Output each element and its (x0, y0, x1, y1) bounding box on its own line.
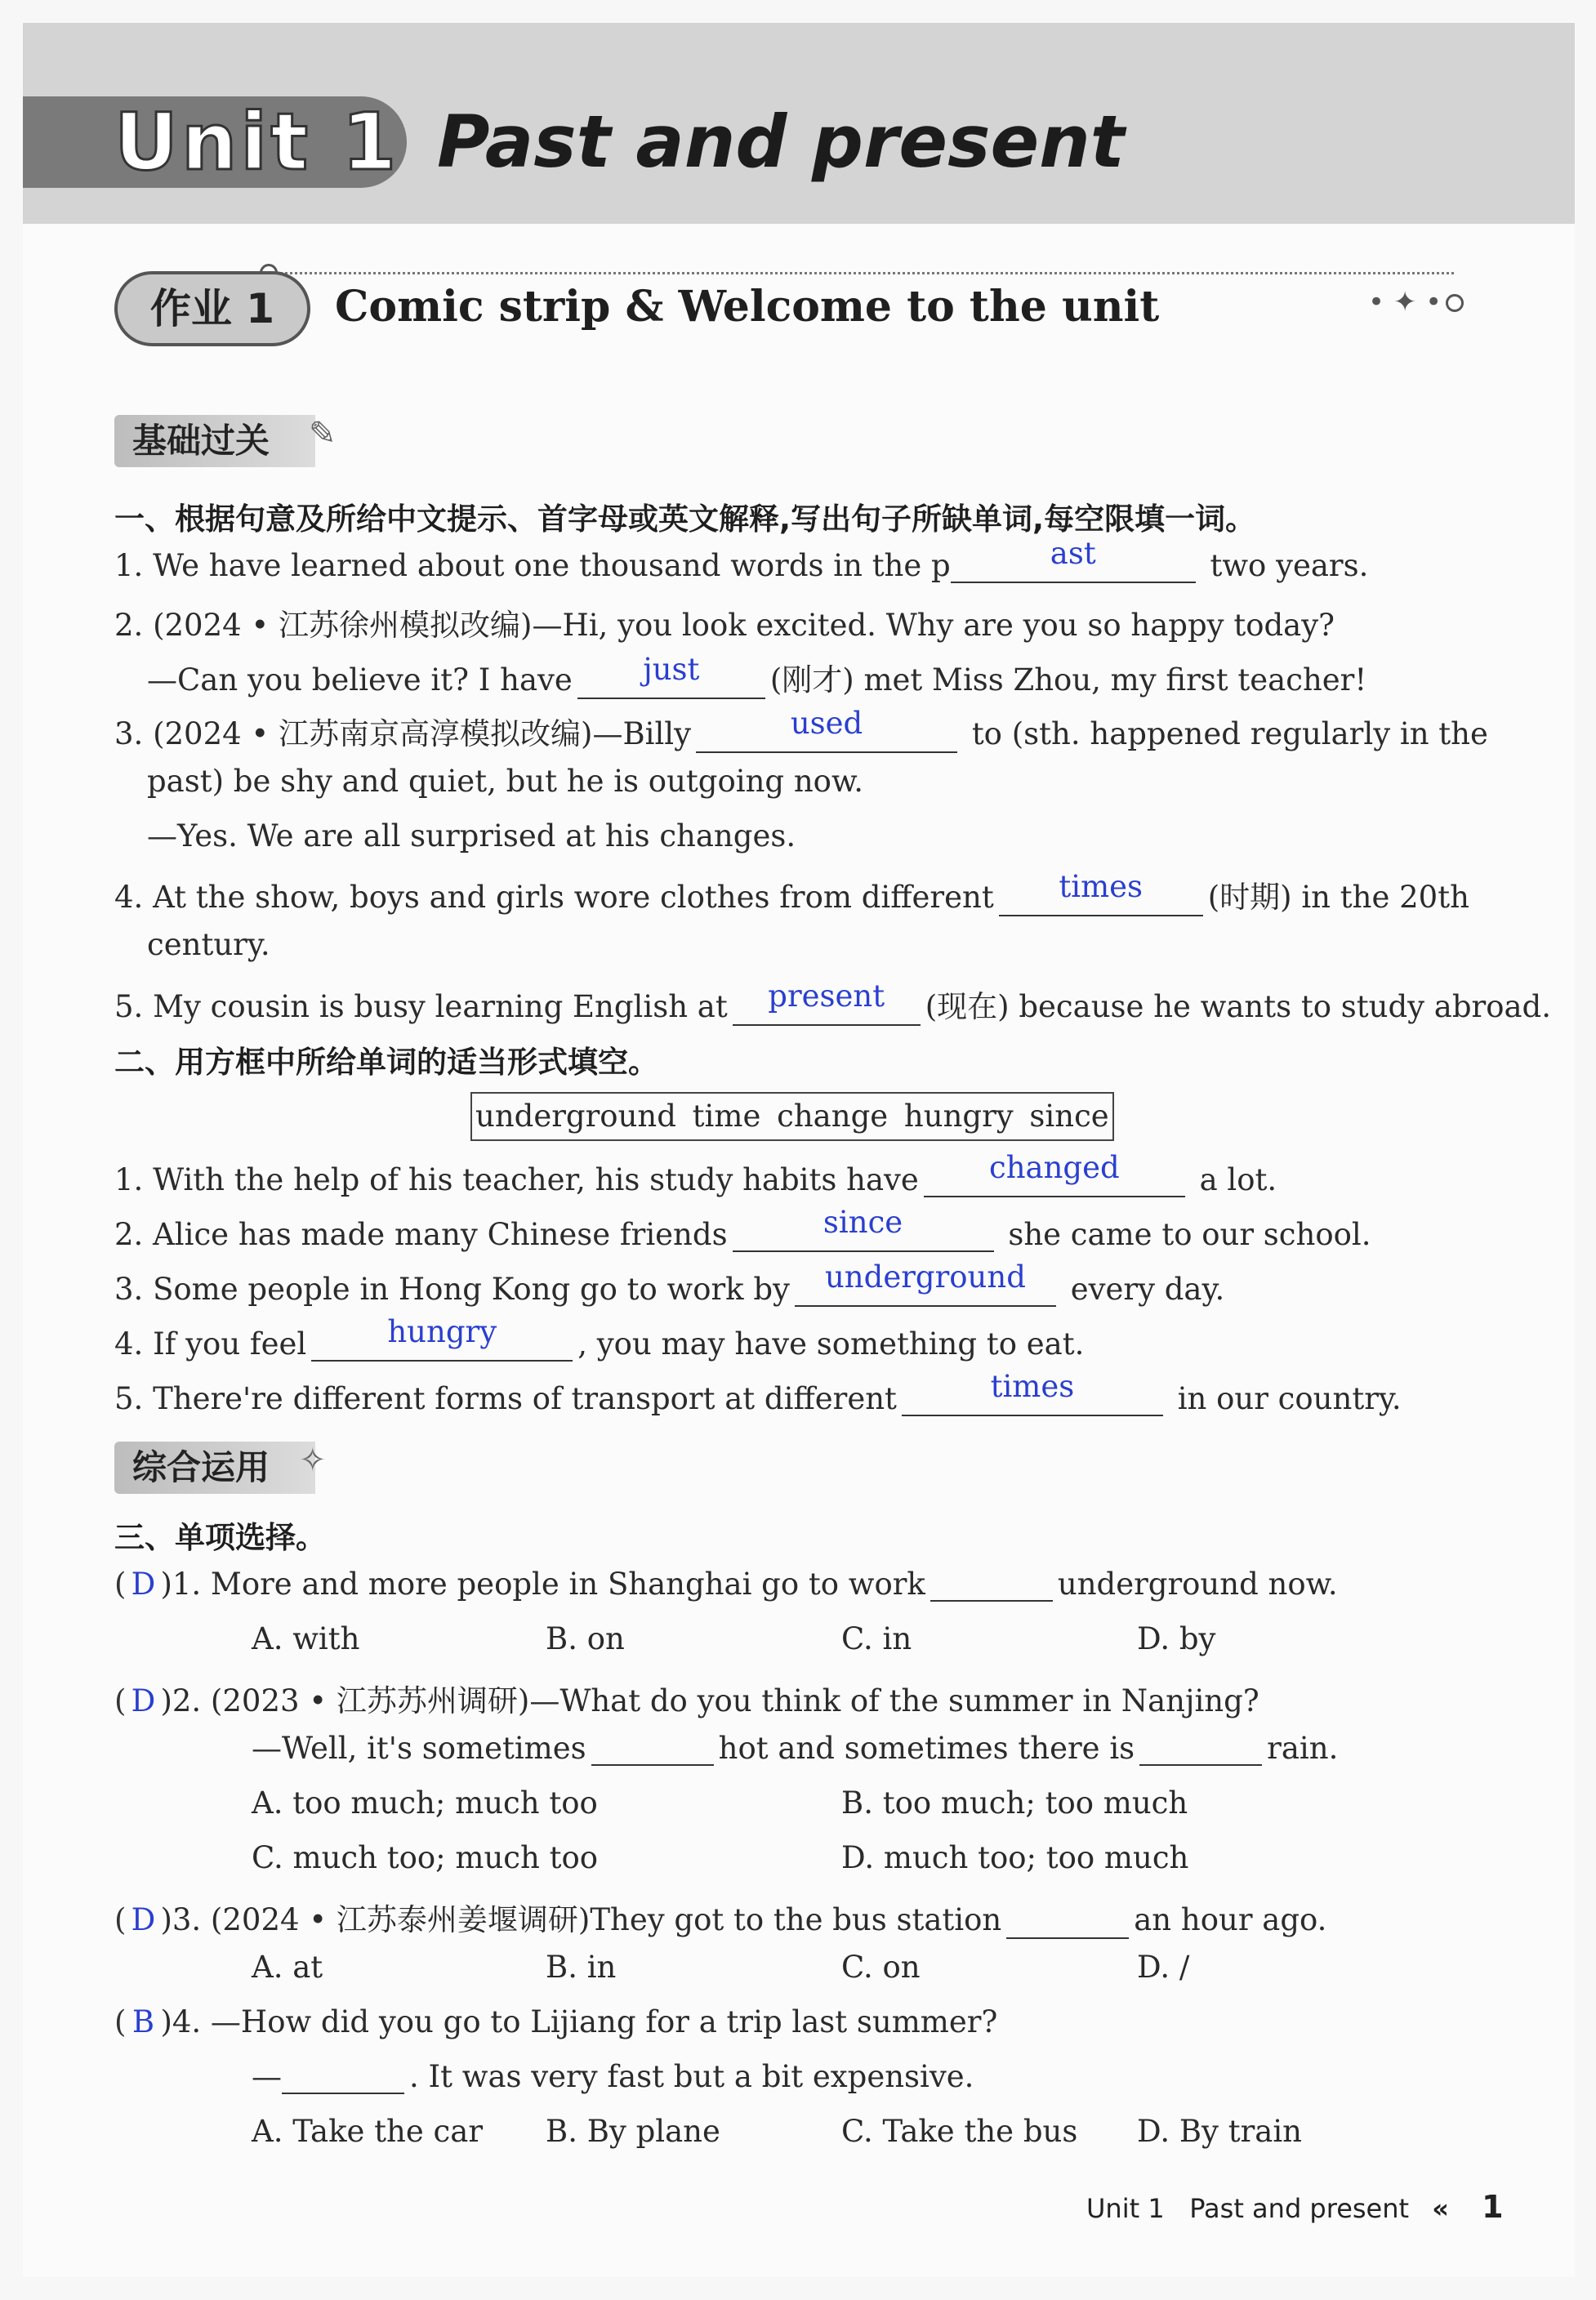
q-text: rain. (1267, 1731, 1339, 1766)
page-number: 1 (1482, 2189, 1504, 2225)
section-badge-applied: 综合运用 (114, 1442, 315, 1494)
part1-q5 (114, 978, 1552, 1026)
part1-q2-line2 (147, 652, 1367, 699)
q-text: underground now. (1057, 1567, 1338, 1602)
q-text: , you may have something to eat. (577, 1326, 1085, 1362)
part2-heading: 二、用方框中所给单词的适当形式填空。 (114, 1045, 658, 1080)
mc-q4-stem (114, 2004, 997, 2039)
part2-q1 (114, 1150, 1277, 1197)
page-footer (1086, 2189, 1504, 2225)
q-text: )4. —How did you go to Lijiang for a trip last summer? (160, 2004, 998, 2039)
paren-open: ( (114, 1567, 127, 1602)
q-text: —Well, it's sometimes (252, 1731, 586, 1766)
unit-label: Unit 1 (114, 96, 400, 188)
q-text: 5. My cousin is busy learning English at (114, 989, 728, 1024)
q-text: )3. (2024 • 江苏泰州姜堰调研)They got to the bus station (160, 1902, 1002, 1937)
q-text: 1. We have learned about one thousand words in the p (114, 548, 951, 583)
page (23, 23, 1575, 2277)
section-badge-basic: 基础过关 (114, 415, 315, 467)
answer-blank (999, 869, 1203, 916)
double-chevron-left-icon: « (1432, 2193, 1449, 2224)
answer-blank (282, 2062, 404, 2094)
answer: times (1059, 869, 1144, 904)
decorative-circle-end (1446, 294, 1464, 312)
part2-q2 (114, 1205, 1371, 1252)
q-text: 2. Alice has made many Chinese friends (114, 1217, 728, 1252)
part3-heading: 三、单项选择。 (114, 1520, 326, 1555)
homework-title: Comic strip & Welcome to the unit (335, 282, 1160, 332)
answer-blank (930, 1569, 1053, 1602)
q-text: to (sth. happened regularly in the (971, 716, 1488, 751)
mc-q3-stem (114, 1895, 1326, 1939)
q-text: —Can you believe it? I have (147, 662, 573, 698)
pencil-icon: ✎ (309, 415, 337, 452)
part1-q4-line2: century. (147, 927, 270, 962)
answer-blank (591, 1733, 714, 1766)
answer-blank (951, 536, 1196, 583)
q-text: (时期) in the 20th (1207, 880, 1469, 915)
answer-blank (902, 1369, 1163, 1416)
mc-q2-option-c: C. much too; much too (252, 1840, 599, 1875)
decorative-dotted-line (270, 272, 1454, 276)
part1-q3-line1 (114, 706, 1488, 753)
q-text: 4. If you feel (114, 1326, 307, 1362)
part1-q3-line2: past) be shy and quiet, but he is outgoing now. (147, 764, 863, 799)
answer-blank (1139, 1733, 1262, 1766)
answer-blank (733, 978, 921, 1026)
q-text: (现在) because he wants to study abroad. (925, 989, 1552, 1024)
q-text: 3. Some people in Hong Kong go to work by (114, 1272, 790, 1307)
part1-q2-line1: 2. (2024 • 江苏徐州模拟改编)—Hi, you look excited. Why are you so happy today? (114, 608, 1335, 643)
paren-open: ( (114, 2004, 127, 2039)
mc-q4-option-c: C. Take the bus (841, 2114, 1078, 2149)
mc-q1-stem (114, 1567, 1338, 1602)
q-text: an hour ago. (1134, 1902, 1327, 1937)
q-text: . It was very fast but a bit expensive. (409, 2059, 974, 2094)
part1-q1 (114, 536, 1369, 583)
answer: present (768, 978, 885, 1014)
part1-q4-line1 (114, 869, 1469, 916)
answer: ast (1050, 536, 1096, 571)
answer-blank (311, 1314, 573, 1362)
q-text: )1. More and more people in Shanghai go to work (160, 1567, 925, 1602)
mc-q3-option-a: A. at (252, 1950, 323, 1985)
answer-blank (696, 706, 957, 753)
mc-q4-option-b: B. By plane (546, 2114, 720, 2149)
mc-answer: D (131, 1902, 156, 1937)
sparkle-icon: • ✦ • (1368, 286, 1442, 319)
sparkle-badge-icon: ✧ (299, 1442, 327, 1479)
q-text: 3. (2024 • 江苏南京高淳模拟改编)—Billy (114, 716, 692, 751)
mc-q2-stem (114, 1676, 1259, 1720)
answer: underground (824, 1259, 1026, 1295)
q-text: 4. At the show, boys and girls wore clothes from different (114, 880, 994, 915)
answer-blank (795, 1259, 1056, 1307)
footer-text: Unit 1 Past and present (1086, 2193, 1410, 2224)
part2-q4 (114, 1314, 1085, 1362)
part2-q3 (114, 1259, 1225, 1307)
mc-q1-option-d: D. by (1137, 1621, 1216, 1656)
paren-open: ( (114, 1683, 127, 1718)
mc-q2-option-b: B. too much; too much (841, 1785, 1188, 1821)
mc-q3-option-c: C. on (841, 1950, 921, 1985)
q-text: she came to our school. (1008, 1217, 1371, 1252)
word-box: underground time change hungry since (470, 1092, 1114, 1141)
q-text: 5. There're different forms of transport at different (114, 1381, 897, 1416)
mc-q4-line2 (252, 2059, 974, 2094)
mc-q3-option-b: B. in (546, 1950, 617, 1985)
mc-q3-option-d: D. / (1137, 1950, 1190, 1985)
part1-heading: 一、根据句意及所给中文提示、首字母或英文解释,写出句子所缺单词,每空限填一词。 (114, 501, 1256, 537)
paren-open: ( (114, 1902, 127, 1937)
q-text: every day. (1070, 1272, 1225, 1307)
answer: changed (988, 1150, 1120, 1185)
answer: since (823, 1205, 903, 1240)
unit-title: Past and present (437, 100, 1125, 184)
mc-q2-line2 (252, 1731, 1338, 1766)
part1-q3-line3: —Yes. We are all surprised at his changes. (147, 818, 796, 854)
mc-answer: D (131, 1567, 156, 1602)
answer: just (643, 652, 700, 687)
mc-q1-option-c: C. in (841, 1621, 912, 1656)
q-text: hot and sometimes there is (718, 1731, 1135, 1766)
q-text: a lot. (1199, 1162, 1277, 1197)
mc-answer: D (131, 1683, 156, 1718)
mc-q4-option-a: A. Take the car (252, 2114, 484, 2149)
mc-answer: B (132, 2004, 155, 2039)
mc-q1-option-a: A. with (252, 1621, 360, 1656)
q-text: two years. (1210, 548, 1369, 583)
answer: times (990, 1369, 1075, 1404)
answer: hungry (387, 1314, 497, 1349)
homework-label: 作业 1 (149, 285, 275, 332)
dash: — (252, 2059, 282, 2094)
q-text: 1. With the help of his teacher, his study habits have (114, 1162, 919, 1197)
part2-q5 (114, 1369, 1402, 1416)
answer-blank (924, 1150, 1185, 1197)
answer-blank (733, 1205, 994, 1252)
mc-q1-option-b: B. on (546, 1621, 625, 1656)
mc-q2-option-a: A. too much; much too (252, 1785, 598, 1821)
q-text: )2. (2023 • 江苏苏州调研)—What do you think of the summer in Nanjing? (160, 1683, 1259, 1718)
answer-blank (577, 652, 765, 699)
answer-blank (1006, 1906, 1129, 1939)
mc-q4-option-d: D. By train (1137, 2114, 1303, 2149)
answer: used (790, 706, 863, 741)
q-text: in our country. (1177, 1381, 1402, 1416)
mc-q2-option-d: D. much too; too much (841, 1840, 1189, 1875)
q-text: (刚才) met Miss Zhou, my first teacher! (769, 662, 1367, 698)
